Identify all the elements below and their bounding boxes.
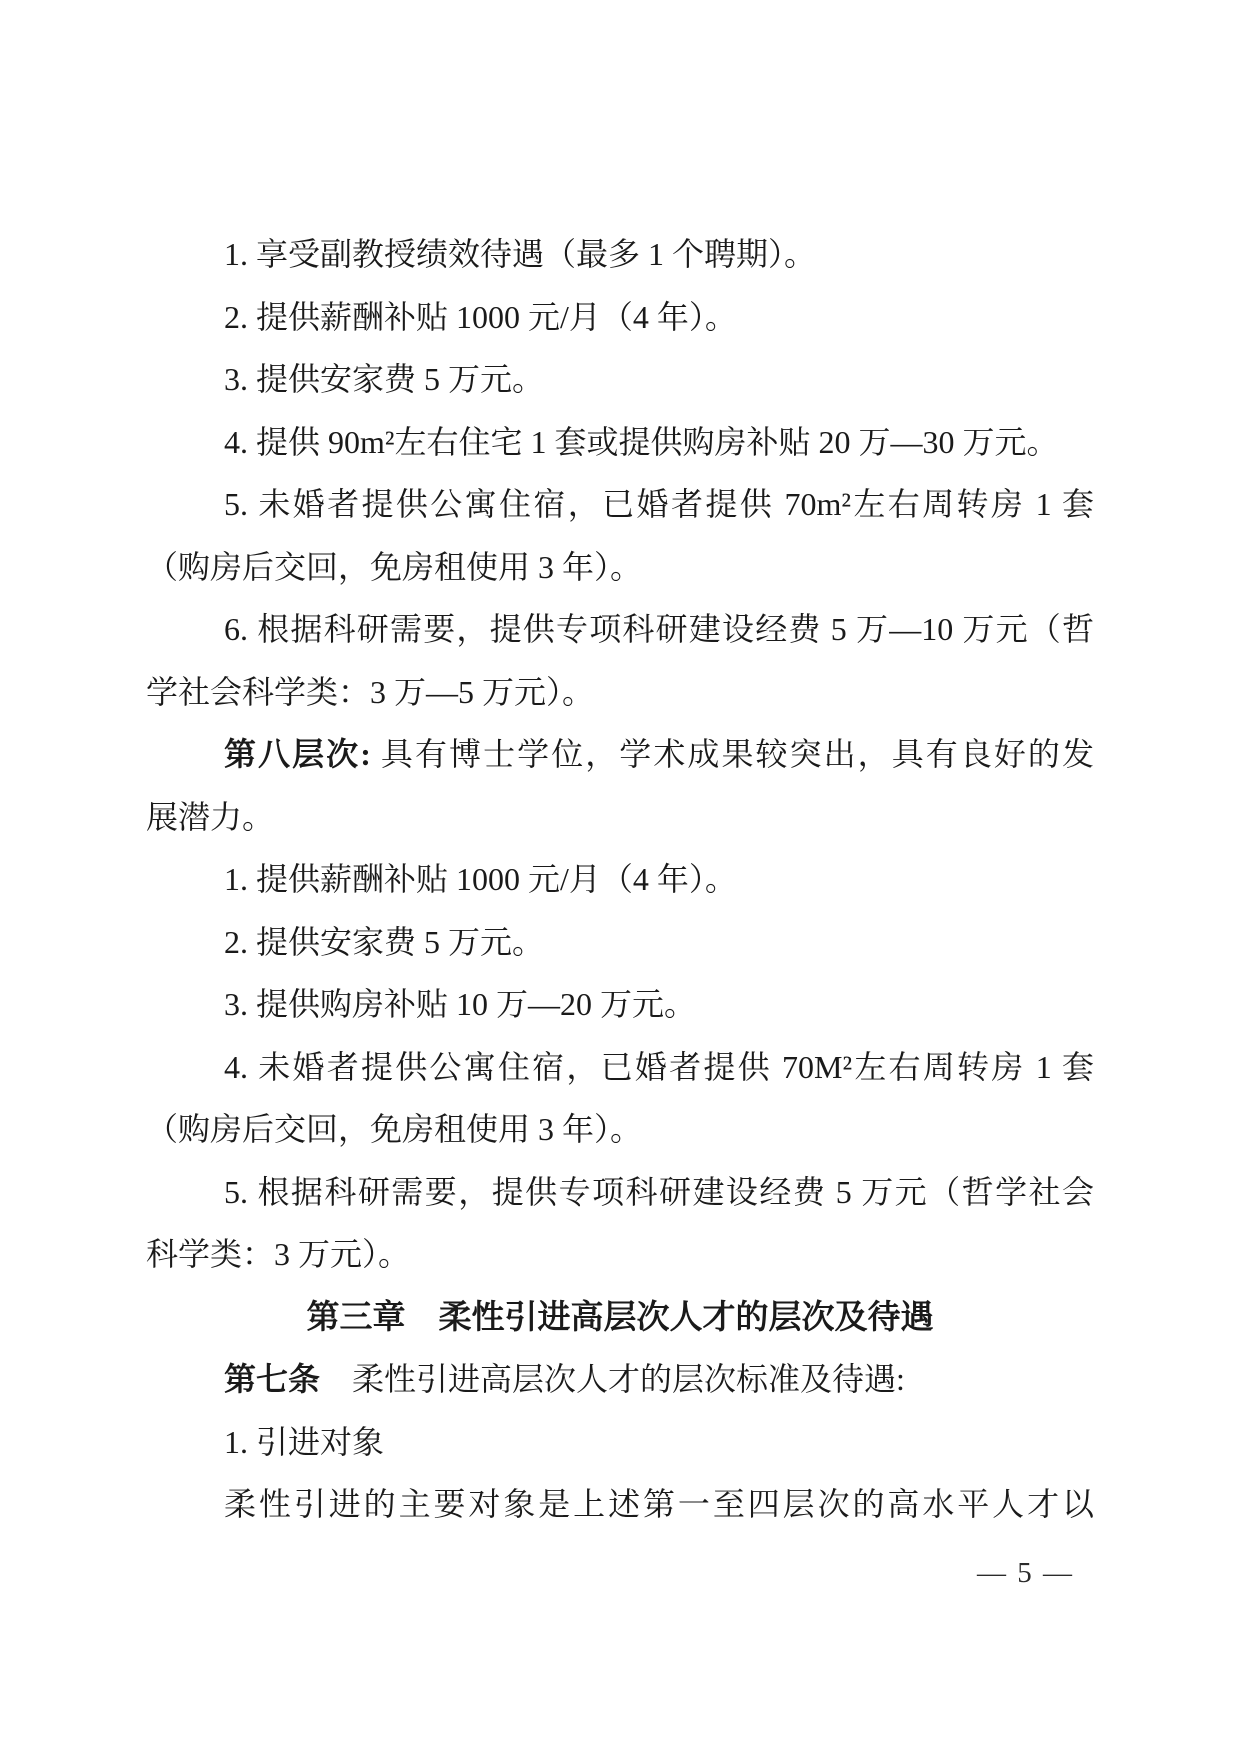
level7-benefit-item-5-continuation: （购房后交回，免房租使用 3 年）。: [146, 548, 643, 585]
level7-benefit-item-6: 6. 根据科研需要，提供专项科研建设经费 5 万—10 万元（哲: [224, 611, 1094, 647]
level8-benefit-item-3: 3. 提供购房补贴 10 万—20 万元。: [224, 986, 697, 1022]
level8-benefit-item-2: 2. 提供安家费 5 万元。: [224, 923, 545, 960]
level7-benefit-item-1: 1. 享受副教授绩效待遇（最多 1 个聘期）。: [224, 236, 817, 272]
import-target-subheading: 1. 引进对象: [224, 1423, 385, 1460]
flexible-import-paragraph-line: 柔性引进的主要对象是上述第一至四层次的高水平人才以: [224, 1486, 1094, 1522]
level7-benefit-item-6-continuation: 学社会科学类：3 万—5 万元）。: [146, 673, 595, 710]
article-7-title: 柔性引进高层次人才的层次标准及待遇:: [320, 1361, 905, 1397]
level8-intro-line: [146, 723, 1094, 786]
level8-label: 第八层次:: [224, 736, 371, 772]
level8-benefit-item-5-continuation: 科学类：3 万元）。: [146, 1236, 411, 1272]
level8-intro-text: 具有博士学位，学术成果较突出，具有良好的发: [370, 736, 1094, 772]
level8-benefit-item-1: 1. 提供薪酬补贴 1000 元/月（4 年）。: [224, 861, 737, 897]
page-number: — 5 —: [977, 1557, 1074, 1589]
level8-benefit-item-4: 4. 未婚者提供公寓住宿，已婚者提供 70M²左右周转房 1 套: [224, 1048, 1094, 1085]
level7-benefit-item-2: 2. 提供薪酬补贴 1000 元/月（4 年）。: [224, 298, 737, 335]
level8-benefit-item-4-continuation: （购房后交回，免房租使用 3 年）。: [146, 1111, 643, 1147]
document-body: [146, 223, 1094, 1536]
level7-benefit-item-4: 4. 提供 90m²左右住宅 1 套或提供购房补贴 20 万—30 万元。: [224, 423, 1059, 460]
level8-intro-continuation: 展潜力。: [146, 798, 275, 835]
level7-benefit-item-5: 5. 未婚者提供公寓住宿，已婚者提供 70m²左右周转房 1 套: [224, 486, 1094, 522]
article-7-label: 第七条: [224, 1361, 321, 1397]
article-7-line: [146, 1348, 1094, 1411]
level7-benefit-item-3: 3. 提供安家费 5 万元。: [224, 361, 545, 397]
chapter-3-heading: 第三章 柔性引进高层次人才的层次及待遇: [306, 1297, 934, 1335]
level8-benefit-item-5: 5. 根据科研需要，提供专项科研建设经费 5 万元（哲学社会: [224, 1173, 1094, 1210]
